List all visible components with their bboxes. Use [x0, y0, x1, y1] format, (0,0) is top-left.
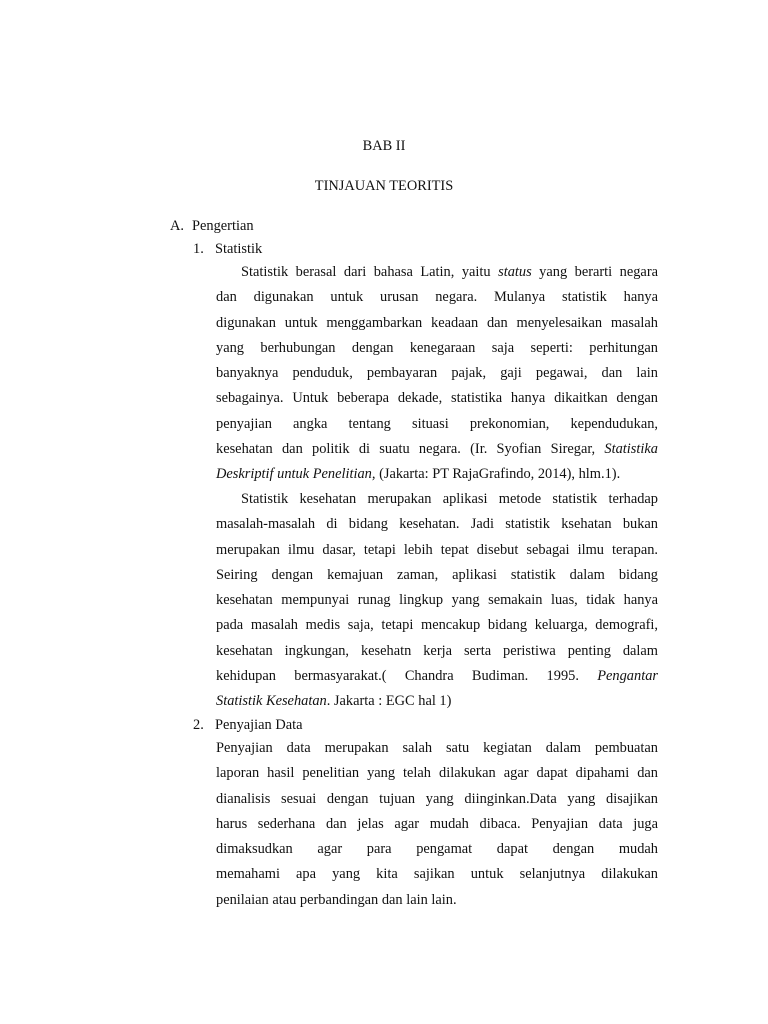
- paragraph-line: laporan hasil penelitian yang telah dilakukan agar dapat dipahami dan: [216, 765, 658, 782]
- paragraph-line: pada masalah medis saja, tetapi mencakup bidang keluarga, demografi,: [216, 617, 658, 634]
- paragraph-line: Penyajian data merupakan salah satu kegiatan dalam pembuatan: [216, 740, 658, 756]
- paragraph-line: merupakan ilmu dasar, tetapi lebih tepat disebut sebagai ilmu terapan.: [216, 541, 658, 558]
- paragraph-line: Statistik kesehatan merupakan aplikasi metode statistik terhadap: [241, 491, 658, 507]
- paragraph-statistik-1: [216, 260, 658, 488]
- paragraph-line: memahami apa yang kita sajikan untuk selanjutnya dilakukan: [216, 866, 658, 883]
- section-a-heading: [170, 217, 254, 235]
- item-1-heading: [193, 240, 262, 258]
- text-run: kesehatan dan politik di suatu negara. (Ir. Syofian Siregar,: [216, 441, 605, 458]
- item-2-label: Penyajian Data: [215, 717, 303, 733]
- paragraph-line: banyaknya penduduk, pembayaran pajak, gaji pegawai, dan lain: [216, 365, 658, 382]
- paragraph-line: penyajian angka tentang situasi prekonomian, kependudukan,: [216, 415, 658, 432]
- section-a-label: Pengertian: [192, 218, 254, 234]
- text-run: . Jakarta : EGC hal 1): [326, 693, 452, 710]
- paragraph-line: Seiring dengan kemajuan zaman, aplikasi statistik dalam bidang: [216, 566, 658, 583]
- paragraph-penyajian-data: [216, 736, 658, 913]
- italic-citation: Statistik Kesehatan: [216, 693, 327, 710]
- item-2-heading: [193, 716, 303, 734]
- paragraph-line: [216, 437, 658, 462]
- section-a-marker: A.: [170, 218, 184, 234]
- paragraph-line: kesehatan ingkungan, kesehatn kerja serta peristiwa penting dalam: [216, 642, 658, 659]
- paragraph-line: [216, 462, 658, 487]
- paragraph-line: masalah-masalah di bidang kesehatan. Jadi statistik ksehatan bukan: [216, 516, 658, 533]
- item-1-marker: 1.: [193, 241, 204, 257]
- paragraph-line: [216, 260, 658, 285]
- paragraph-line: dianalisis sesuai dengan tujuan yang diinginkan.Data yang disajikan: [216, 790, 658, 807]
- paragraph-line: harus sederhana dan jelas agar mudah dibaca. Penyajian data juga: [216, 815, 658, 832]
- italic-term: status: [498, 264, 532, 280]
- paragraph-line: sebagainya. Untuk beberapa dekade, statistika hanya dikaitkan dengan: [216, 390, 658, 407]
- paragraph-line: digunakan untuk menggambarkan keadaan dan menyelesaikan masalah: [216, 314, 658, 331]
- italic-citation: Deskriptif untuk Penelitian,: [216, 466, 376, 483]
- paragraph-line: kesehatan mempunyai runag lingkup yang semakain luas, tidak hanya: [216, 592, 658, 609]
- text-run: kehidupan bermasyarakat.( Chandra Budiman. 1995.: [216, 668, 598, 685]
- italic-citation: Pengantar: [597, 668, 658, 685]
- paragraph-line: yang berhubungan dengan kenegaraan saja seperti: perhitungan: [216, 339, 658, 356]
- paragraph-line: penilaian atau perbandingan dan lain lain.: [216, 891, 457, 908]
- text-run: (Jakarta: PT RajaGrafindo, 2014), hlm.1).: [375, 466, 621, 483]
- chapter-heading: BAB II: [362, 138, 406, 154]
- item-2-marker: 2.: [193, 717, 204, 733]
- paragraph-line: dimaksudkan agar para pengamat dapat dengan mudah: [216, 841, 658, 858]
- text-run: Statistik berasal dari bahasa Latin, yaitu: [241, 264, 499, 280]
- text-run: yang berarti negara: [531, 264, 658, 280]
- item-1-label: Statistik: [215, 241, 263, 257]
- paragraph-line: [216, 664, 658, 689]
- paragraph-statistik-2: [216, 487, 658, 715]
- chapter-title: TINJAUAN TEORITIS: [314, 178, 454, 194]
- italic-citation: Statistika: [604, 441, 658, 458]
- paragraph-line: [216, 689, 658, 714]
- paragraph-line: dan digunakan untuk urusan negara. Mulanya statistik hanya: [216, 289, 658, 306]
